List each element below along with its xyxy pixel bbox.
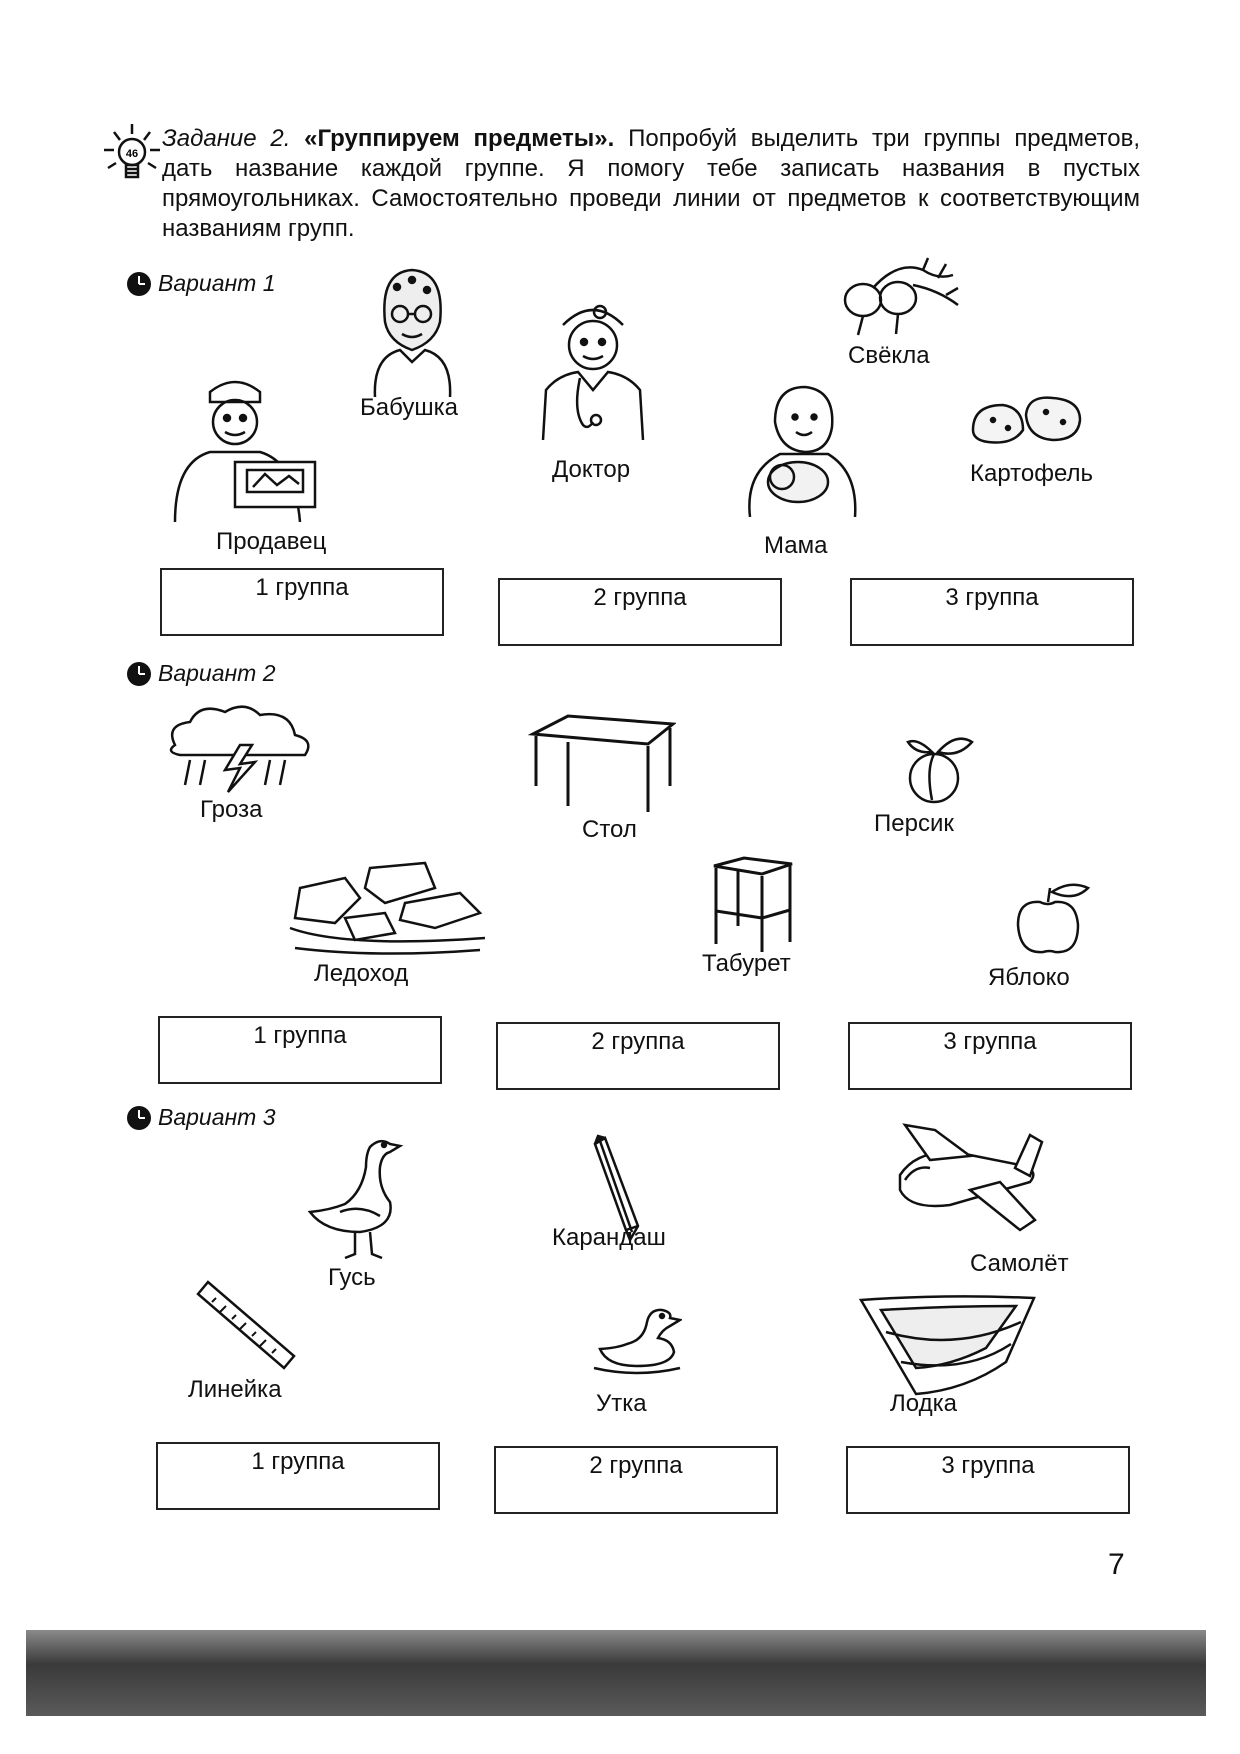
task-instructions: [162, 124, 1140, 244]
table-picture: [528, 714, 676, 814]
clock-icon: [126, 1105, 152, 1131]
item-label-duck: Утка: [596, 1390, 647, 1417]
item-label-ruler: Линейка: [188, 1376, 282, 1403]
grandmother-picture: [355, 262, 470, 397]
variant-2-group-1-box[interactable]: 1 группа: [158, 1016, 442, 1084]
boat-picture: [856, 1292, 1036, 1398]
svg-text:46: 46: [125, 148, 139, 160]
peach-picture: [896, 730, 976, 808]
potato-picture: [968, 390, 1088, 450]
task-title: «Группируем предметы».: [304, 125, 615, 152]
item-label-peach: Персик: [874, 810, 954, 837]
item-label-mother: Мама: [764, 532, 828, 559]
item-label-doctor: Доктор: [552, 456, 631, 483]
duck-picture: [592, 1304, 682, 1379]
ice-drift-picture: [285, 858, 490, 958]
task-text: Попробуй выделить три группы предметов, дать название каждой группе. Я помогу тебе записать названия в пустых прямоугольниках. Самостоятельно проведи линии от предметов к соответствующим названиям групп.: [162, 125, 1141, 242]
mother-picture: [740, 382, 865, 517]
variant-3-group-3-box[interactable]: 3 группа: [846, 1446, 1130, 1514]
page-number: 7: [1108, 1548, 1125, 1581]
item-label-apple: Яблоко: [988, 964, 1070, 991]
thunderstorm-picture: [160, 700, 320, 795]
beet-picture: [828, 250, 968, 340]
item-label-airplane: Самолёт: [970, 1250, 1069, 1277]
airplane-picture: [890, 1120, 1050, 1240]
item-label-beet: Свёкла: [848, 342, 930, 369]
variant-3-group-2-box[interactable]: 2 группа: [494, 1446, 778, 1514]
variant-1-heading: Вариант 1: [126, 270, 276, 297]
stool-picture: [706, 856, 796, 954]
item-label-ice-drift: Ледоход: [314, 960, 409, 987]
variant-1-group-3-box[interactable]: 3 группа: [850, 578, 1134, 646]
item-label-stool: Табурет: [702, 950, 791, 977]
seller-picture: [165, 372, 335, 522]
variant-1-group-2-box[interactable]: 2 группа: [498, 578, 782, 646]
doctor-picture: [538, 300, 648, 440]
task-number: Задание 2.: [162, 125, 291, 152]
ruler-picture: [196, 1280, 296, 1370]
apple-picture: [1010, 880, 1092, 956]
variant-2-group-2-box[interactable]: 2 группа: [496, 1022, 780, 1090]
variant-2-heading: Вариант 2: [126, 660, 276, 687]
scan-edge-band: [26, 1630, 1206, 1716]
goose-picture: [300, 1132, 418, 1262]
item-label-potato: Картофель: [970, 460, 1094, 487]
variant-2-group-3-box[interactable]: 3 группа: [848, 1022, 1132, 1090]
item-label-seller: Продавец: [216, 528, 327, 555]
lightbulb-icon: [102, 120, 162, 200]
variant-3-group-1-box[interactable]: 1 группа: [156, 1442, 440, 1510]
item-label-table: Стол: [582, 816, 637, 843]
variant-1-group-1-box[interactable]: 1 группа: [160, 568, 444, 636]
item-label-pencil: Карандаш: [552, 1224, 666, 1251]
clock-icon: [126, 661, 152, 687]
item-label-boat: Лодка: [890, 1390, 957, 1417]
clock-icon: [126, 271, 152, 297]
variant-3-heading: Вариант 3: [126, 1104, 276, 1131]
item-label-goose: Гусь: [328, 1264, 376, 1291]
item-label-grandmother: Бабушка: [360, 394, 458, 421]
item-label-thunderstorm: Гроза: [200, 796, 263, 823]
